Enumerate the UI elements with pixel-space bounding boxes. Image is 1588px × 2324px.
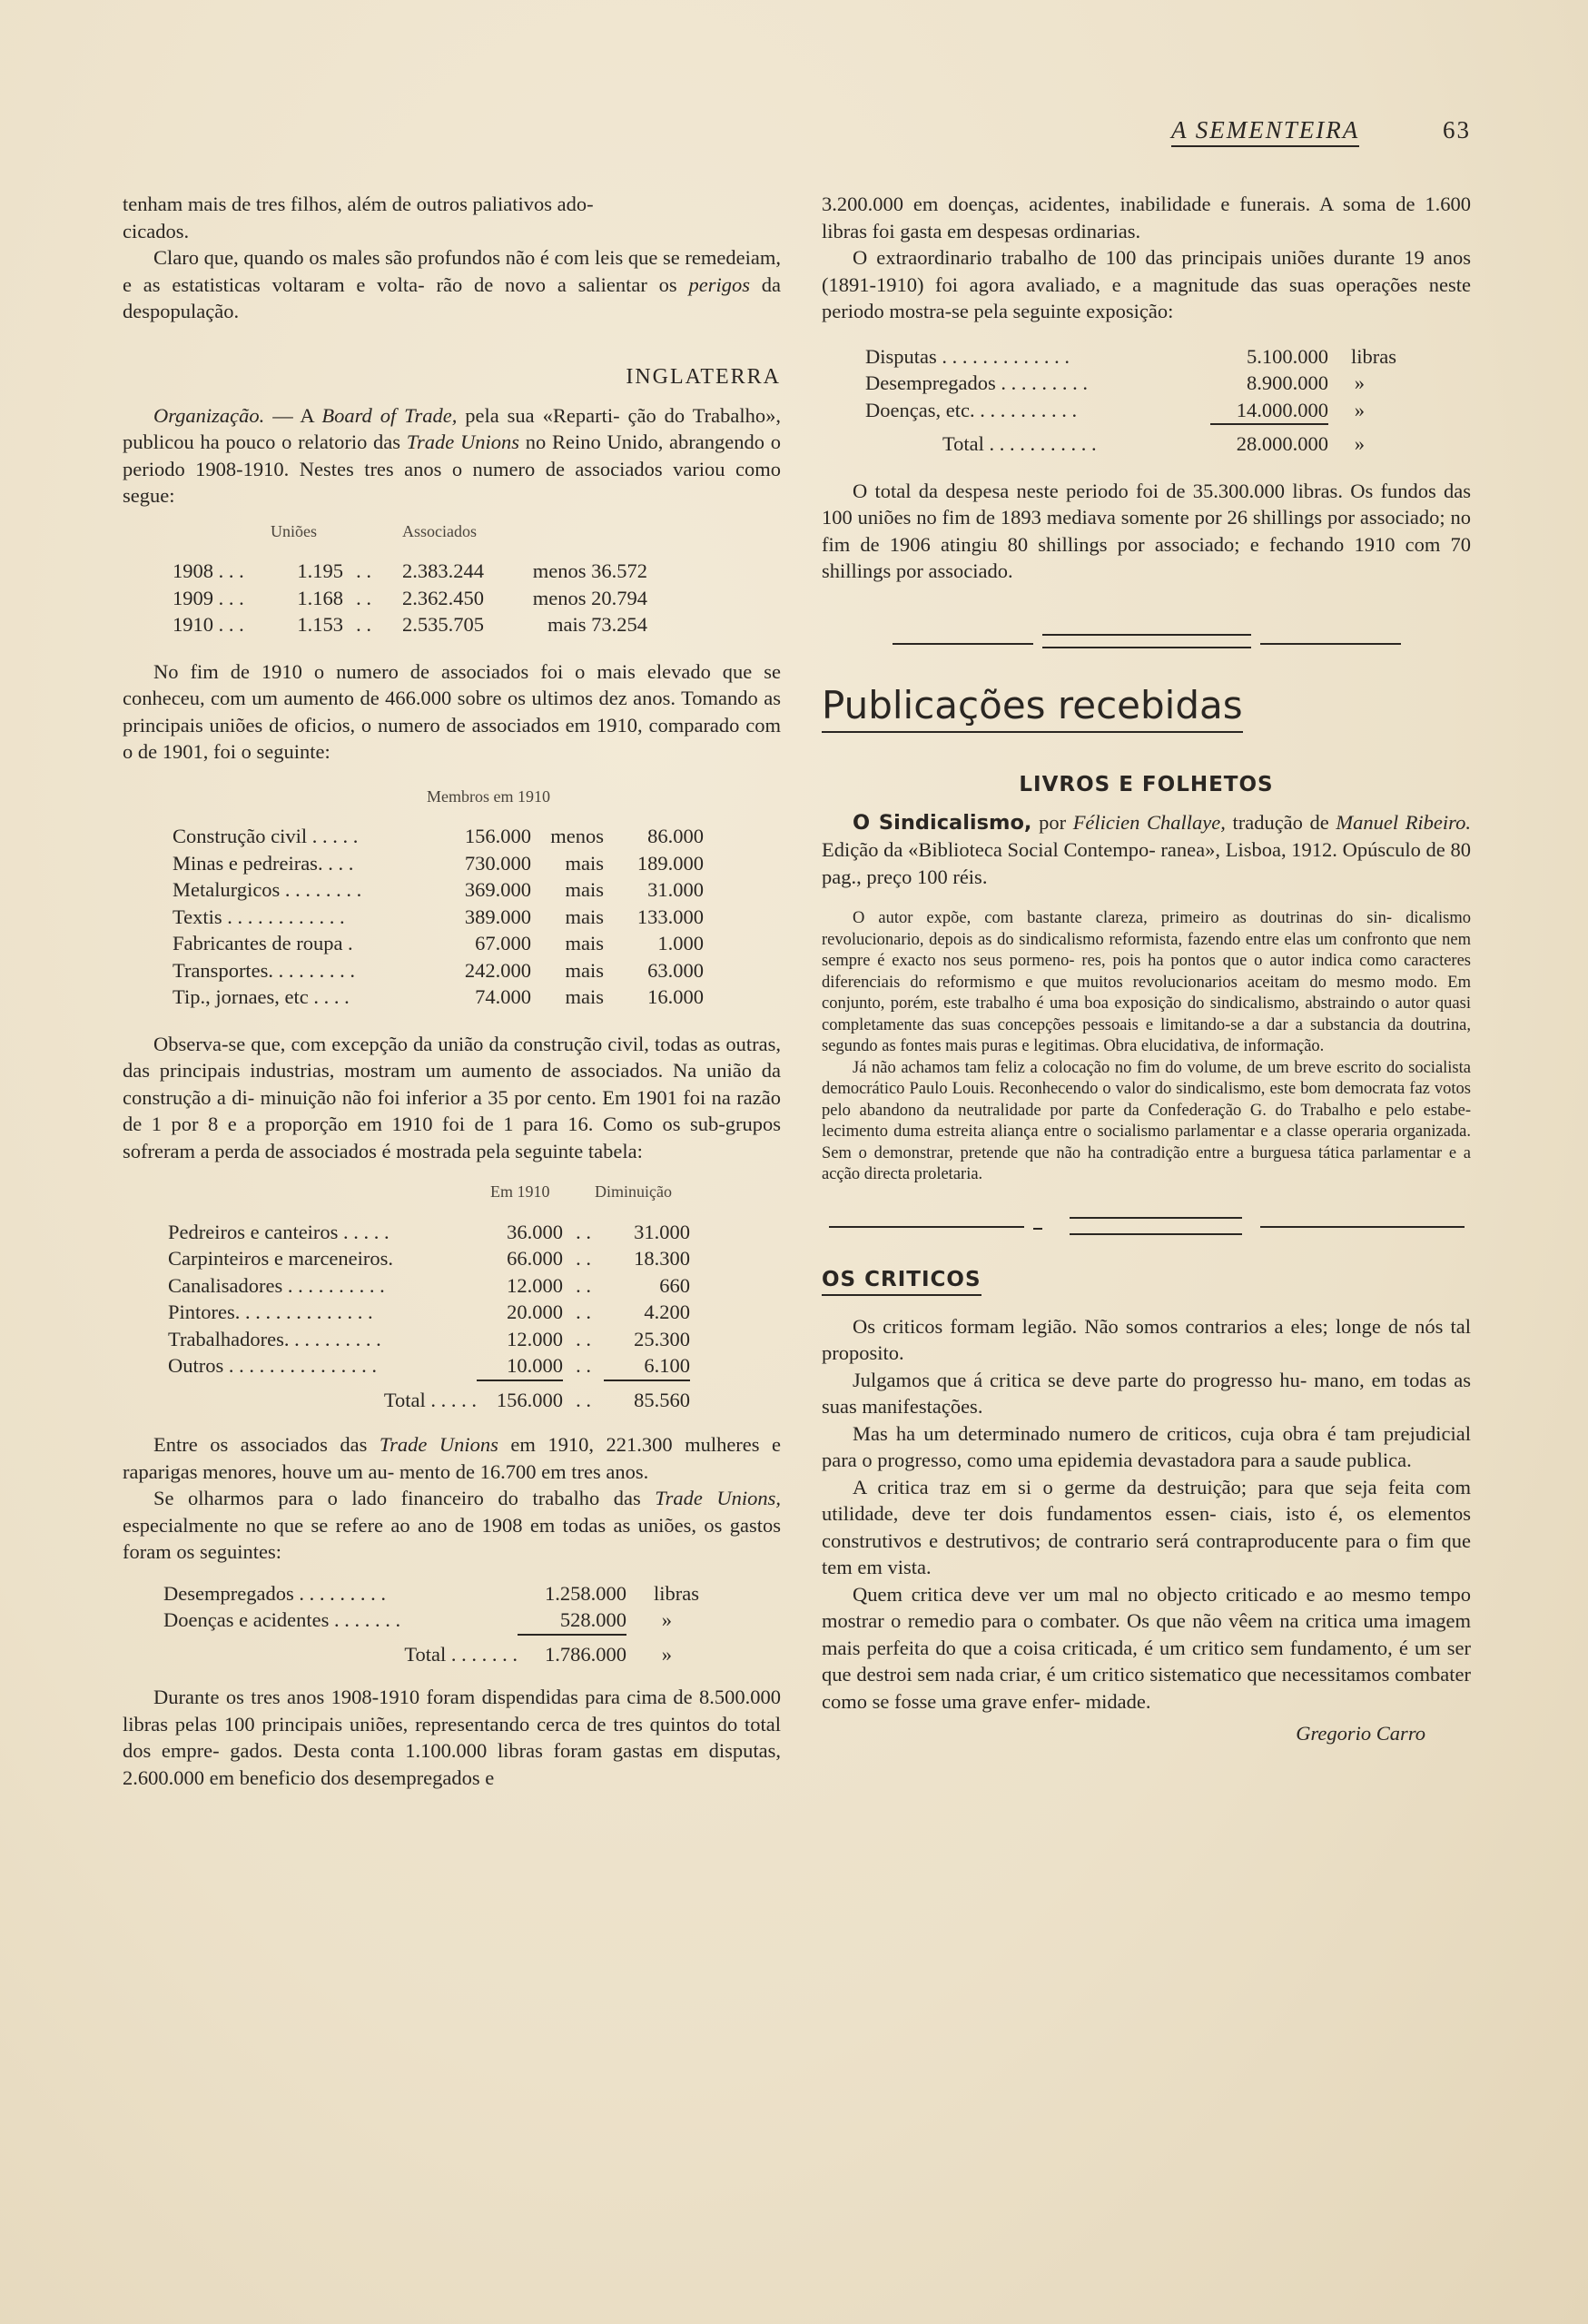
cell: 1.195 (297, 559, 343, 582)
text: leis que se remedeiam, e as estatisticas voltaram e volta- (123, 246, 781, 296)
cell: » (1354, 371, 1365, 394)
table-exposicao (865, 343, 1471, 458)
book-review (822, 908, 1471, 1186)
cell: Pedreiros e canteiros . . . . . (168, 1220, 390, 1243)
table-row (173, 611, 781, 638)
table-row (168, 1326, 781, 1353)
text: no Reino Unido, abrangendo o periodo 1908-1910. Nestes tres anos o numero de associados variou como segue: (123, 430, 781, 507)
paragraph-fim: No fim de 1910 o numero de associados foi o mais elevado que se conheceu, com um aumento de 466.000 sobre os ultimos dez anos. Tomando as principais uniões de oficios, o numero de associados em 1910, comparado com o de 1901, foi o seguinte: (123, 659, 781, 763)
criticos-p5: Quem critica deve ver um mal no objecto criticado e ao mesmo tempo mostrar o remedio para o combater. Os que não vêem na critica uma imagem mais perfeita do que a coisa criticada, é um critico sem fundamento, é um ser que destroi sem nada criar, é um critico sistematico que necessitamos combater como se fosse uma grave enfer- midade. (822, 1582, 1471, 1713)
cell: 2.362.450 (402, 586, 484, 609)
cell: 1.000 (657, 932, 704, 954)
book-translator: Manuel Ribeiro. (1336, 810, 1471, 834)
review-paragraph-1: O autor expõe, com bastante clareza, primeiro as doutrinas do sin- dicalismo revolucionario, depois as do sindicalismo reformista, fazendo entre elas um confronto que nem sempre é exacto nos seus pormeno- res, pois ha pontos que o autor indica como caracteres diferenciais do reformismo e que muitos revolucionarios aceitam do mesmo modo. Em conjunto, porém, este trabalho é uma boa exposição do sindicalismo, abstraindo o autor quasi completamente das suas concepções pessoais e limitando-se a dar a substancia da doutrina, segundo as fontes mais puras e legitimas. Obra elucidativa, de informação. (822, 909, 1471, 1055)
cell: Total . . . . . . . (404, 1642, 518, 1666)
cell: menos 36.572 (532, 559, 647, 582)
cell: libras (654, 1581, 699, 1605)
text-italic: Trade Unions (379, 1433, 498, 1456)
cell: mais (565, 905, 604, 928)
cell: 85.560 (634, 1388, 690, 1411)
cell: 67.000 (475, 932, 531, 954)
cell: menos 20.794 (532, 586, 647, 609)
cell: Desempregados . . . . . . . . . (163, 1581, 386, 1605)
cell: mais (565, 958, 604, 982)
cell: 36.000 (507, 1220, 563, 1243)
table-membros (173, 784, 781, 1011)
cell: 25.300 (634, 1327, 690, 1350)
table-row (168, 1352, 781, 1381)
cell: mais (565, 878, 604, 901)
criticos-heading-wrap (822, 1268, 1471, 1291)
cell: 28.000.000 (1236, 432, 1328, 455)
text: rão de novo a salientar os (436, 272, 689, 296)
cell: » (661, 1642, 672, 1666)
section-title-inglaterra: INGLATERRA (626, 364, 781, 389)
table-row (173, 957, 781, 984)
cell: 66.000 (507, 1247, 563, 1270)
cell: . . (356, 559, 371, 582)
table-row (168, 1219, 781, 1246)
cell: Transportes. . . . . . . . . (173, 958, 356, 982)
pub-heading-wrap (822, 683, 1471, 733)
cell: . . (576, 1300, 591, 1323)
cell: 242.000 (464, 958, 531, 982)
journal-title: A SEMENTEIRA (1171, 116, 1359, 147)
text: especialmente no que se refere ao ano de 1908 em todas as uniões, os gastos foram os seguintes: (123, 1513, 781, 1563)
cell: 730.000 (464, 851, 531, 875)
table-row (173, 930, 781, 957)
criticos-p4: A critica traz em si o germe da destruição; para que seja feita com utilidade, deve ter dois fundamentos essen- ciais, isto é, os elementos construtivos e destrutivos; de contrario será contraproducente para o fim que tem em vista. (822, 1475, 1471, 1578)
text: da despopulação. (123, 272, 782, 322)
cell: . . (576, 1273, 591, 1297)
cell: . . (576, 1327, 591, 1350)
col-header: Uniões (271, 521, 317, 540)
cell: 5.100.000 (1247, 344, 1328, 368)
table-row (865, 397, 1471, 426)
cell: 189.000 (636, 851, 704, 875)
cell: 1.786.000 (545, 1642, 626, 1666)
cell: Tip., jornaes, etc . . . . (173, 985, 350, 1008)
cell: . . (356, 586, 371, 609)
cell: 4.200 (644, 1300, 690, 1323)
cell: . . (576, 1220, 591, 1243)
cell: . . (576, 1354, 591, 1377)
paragraph-entre (123, 1431, 781, 1485)
text: Edição da «Biblioteca Social Contempo- ranea», Lisboa, 1912. Opúsculo de 80 pag., preço 100 réis. (822, 838, 1471, 888)
table-row (173, 876, 781, 904)
cell: 2.383.244 (402, 559, 484, 582)
cell: Pintores. . . . . . . . . . . . . . (168, 1300, 373, 1323)
cell: 10.000 (477, 1352, 563, 1381)
criticos-p3: Mas ha um determinado numero de criticos, cuja obra é tam prejudicial para o progresso, como uma epidemia devastadora para a saude publica. (822, 1421, 1471, 1471)
author-signature: Gregorio Carro (1296, 1722, 1425, 1745)
section-divider (829, 1217, 1465, 1244)
cell: libras (1351, 344, 1396, 368)
cell: 369.000 (464, 878, 531, 901)
cell: 14.000.000 (1210, 397, 1328, 426)
cell: menos (550, 825, 604, 847)
paragraph-organizacao (123, 402, 781, 509)
cell: 12.000 (507, 1273, 563, 1297)
table-row (163, 1607, 781, 1636)
text-italic: Trade Unions (406, 430, 520, 453)
cell: 12.000 (507, 1327, 563, 1350)
cell: 31.000 (634, 1220, 690, 1243)
cell: Construção civil . . . . . (173, 825, 359, 847)
cell: Carpinteiros e marceneiros. (168, 1247, 394, 1270)
paragraph-se (123, 1485, 781, 1566)
cell: mais (565, 985, 604, 1008)
cell: 8.900.000 (1247, 371, 1328, 394)
col-header: Diminuição (595, 1182, 672, 1201)
cell: » (661, 1608, 672, 1631)
right-column (822, 191, 1471, 1745)
book-author: Félicien Challaye, (1072, 810, 1226, 834)
cell: . . (576, 1247, 591, 1270)
col-header: Em 1910 (490, 1182, 550, 1201)
table-total-row (865, 430, 1471, 458)
table-header (173, 784, 781, 811)
book-entry (822, 809, 1471, 891)
livros-title: LIVROS E FOLHETOS (1019, 772, 1274, 796)
text: — A (264, 403, 322, 427)
paragraph-claro (123, 244, 781, 325)
cell: 18.300 (634, 1247, 690, 1270)
table-row (865, 343, 1471, 371)
cell: Doenças e acidentes . . . . . . . (163, 1608, 401, 1631)
cell: 660 (659, 1273, 690, 1297)
cell: 2.535.705 (402, 613, 484, 636)
cell: 133.000 (636, 905, 704, 928)
cell: 389.000 (464, 905, 531, 928)
review-paragraph-2: Já não achamos tam feliz a colocação no fim do volume, de um breve escrito do socialista democrático Paulo Louis. Reconhecendo o valor do sindicalismo, este bom democrata faz votos pelo abandono da neutralidade por parte da Confederação G. do Trabalho e pelo estabe- lecimento duma estreita aliança entre o socialismo parlamentar e a classe operaria organizada. Sem o demonstrar, pretende que não ha contradição entre a burguesa tática parlamentar e a acção directa proletaria. (822, 1058, 1471, 1183)
table-row (173, 585, 781, 612)
paragraph-total: O total da despesa neste periodo foi de 35.300.000 libras. Os fundos das 100 uniões no fim de 1893 mediava somente por 26 shillings por associado; no fim de 1906 atingiu 80 shillings por associado; e fechando 1910 com 70 shillings por associado. (822, 479, 1471, 582)
cell: Fabricantes de roupa . (173, 932, 353, 954)
text: Claro que, quando os males são profundos não é com (153, 246, 590, 269)
cell: mais (565, 932, 604, 954)
table-header (168, 1179, 781, 1206)
left-column (123, 191, 781, 1791)
text: por (1031, 810, 1073, 834)
text-italic: Board of Trade, (321, 403, 458, 427)
cell: mais 73.254 (547, 613, 647, 636)
criticos-title: OS CRITICOS (822, 1268, 981, 1296)
cell: mais (565, 851, 604, 875)
cell: 1.258.000 (545, 1581, 626, 1605)
cell: Canalisadores . . . . . . . . . . (168, 1273, 385, 1297)
table-row (173, 823, 781, 850)
table-row (865, 370, 1471, 397)
cell: 156.000 (464, 825, 531, 847)
cell: » (1354, 432, 1365, 455)
table-row (163, 1580, 781, 1607)
table-total-row (168, 1387, 781, 1414)
table-row (168, 1272, 781, 1300)
cell: Total . . . . . (383, 1388, 477, 1411)
criticos-p1: Os criticos formam legião. Não somos contrarios a eles; longe de nós tal proposito. (822, 1314, 1471, 1364)
cell: Minas e pedreiras. . . . (173, 851, 354, 875)
cell: 6.100 (604, 1352, 690, 1381)
cell: . . (576, 1388, 591, 1411)
table-subgrupos (168, 1179, 781, 1413)
table-total-row (163, 1641, 781, 1668)
page-number: 63 (1443, 116, 1471, 143)
book-title: O Sindicalismo, (853, 810, 1032, 835)
text-italic: Trade Unions, (655, 1487, 781, 1509)
criticos-p2: Julgamos que á critica se deve parte do progresso hu- mano, em todas as suas manifestações. (822, 1368, 1471, 1418)
text: em 1910, 221.300 mulheres e raparigas menores, houve um au- mento de 16.700 em tres anos. (123, 1433, 782, 1483)
cell: Outros . . . . . . . . . . . . . . . (168, 1354, 377, 1377)
cell: 1909 . . . (173, 586, 244, 609)
criticos-article (822, 1313, 1471, 1746)
table-row (173, 984, 781, 1011)
text: pela sua «Reparti- ção do Trabalho», publicou ha pouco o relatorio das (123, 403, 781, 453)
cell: Textis . . . . . . . . . . . . (173, 905, 345, 928)
cell: 1.153 (297, 613, 343, 636)
running-header (1171, 116, 1471, 144)
intro-line-2: cicados. (123, 219, 190, 242)
cell: 156.000 (496, 1388, 563, 1411)
cell: 1908 . . . (173, 559, 244, 582)
paragraph-extraordinario: O extraordinario trabalho de 100 das principais uniões durante 19 anos (1891-1910) foi agora avaliado, e a magnitude das suas operações neste periodo mostra-se pela seguinte exposição: (822, 246, 1471, 322)
table-row (168, 1299, 781, 1326)
col-header: Associados (402, 521, 477, 540)
text: tradução de (1225, 810, 1336, 834)
table-row (173, 558, 781, 585)
table-gastos (163, 1580, 781, 1668)
cell: Doenças, etc. . . . . . . . . . . (865, 398, 1078, 421)
cell: 16.000 (647, 985, 704, 1008)
cell: 1910 . . . (173, 613, 244, 636)
intro-line-1: tenham mais de tres filhos, além de outros paliativos ado- (123, 193, 594, 215)
cell: 86.000 (647, 825, 704, 847)
table-row (168, 1245, 781, 1272)
cell: . . (356, 613, 371, 636)
text: Entre os associados das (153, 1433, 380, 1456)
cell: Metalurgicos . . . . . . . . (173, 878, 362, 901)
table-header (173, 519, 781, 546)
cell: Disputas . . . . . . . . . . . . . (865, 344, 1070, 368)
table-row (173, 850, 781, 877)
cell: 63.000 (647, 958, 704, 982)
cell: 1.168 (297, 586, 343, 609)
cell: » (1354, 398, 1365, 421)
cell: 74.000 (475, 985, 531, 1008)
label: Organização. (153, 403, 265, 427)
text-italic: perigos (688, 272, 750, 296)
cell: 528.000 (518, 1607, 626, 1636)
paragraph-durante: Durante os tres anos 1908-1910 foram dispendidas para cima de 8.500.000 libras pelas 100 principais uniões, representando cerca de tres quintos do total dos empre- gados. Desta conta 1.100.000 libras foram gastas em disputas, 2.600.000 em beneficio dos desempregados e (123, 1686, 781, 1789)
paragraph-observa: Observa-se que, com excepção da união da construção civil, todas as outras, das principais industrias, mostram um aumento de associados. Na união da construção a di- minuição não foi inferior a 35 por cento. Em 1901 foi na razão de 1 por 8 e a proporção em 1910 foi de 1 para 16. Como os sub-grupos sofreram a perda de associados é mostrada pela seguinte tabela: (123, 1032, 781, 1162)
cell: Desempregados . . . . . . . . . (865, 371, 1088, 394)
cell: Total . . . . . . . . . . . (942, 432, 1097, 455)
publicacoes-title: Publicações recebidas (822, 683, 1243, 733)
cell: 20.000 (507, 1300, 563, 1323)
table-row (173, 904, 781, 931)
col-header: Membros em 1910 (427, 786, 550, 806)
text: Se olharmos para o lado financeiro do trabalho das (153, 1487, 656, 1509)
section-divider (893, 634, 1401, 661)
table-associados (173, 519, 781, 638)
cell: 31.000 (647, 878, 704, 901)
cell: Trabalhadores. . . . . . . . . . (168, 1327, 381, 1350)
paragraph-continued: 3.200.000 em doenças, acidentes, inabilidade e funerais. A soma de 1.600 libras foi gasta em despesas ordinarias. (822, 193, 1471, 242)
